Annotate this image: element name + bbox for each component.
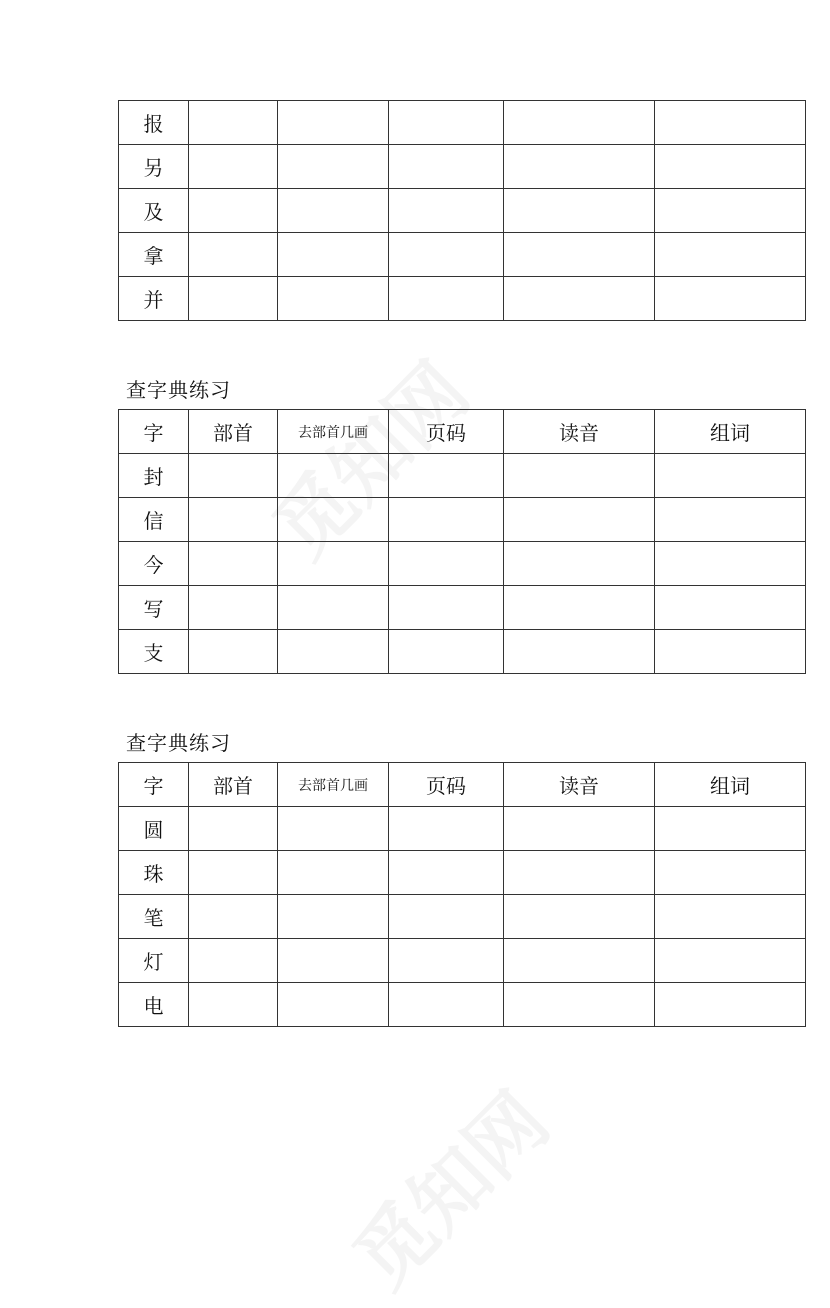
table-row <box>119 807 806 851</box>
answer-cell[interactable] <box>189 189 278 233</box>
watermark-bottom <box>325 1064 570 1308</box>
answer-cell[interactable] <box>504 586 655 630</box>
answer-cell[interactable] <box>389 498 504 542</box>
character-cell: 拿 <box>119 233 189 277</box>
answer-cell[interactable] <box>504 189 655 233</box>
column-header: 部首 <box>189 763 278 807</box>
table-row <box>119 498 806 542</box>
answer-cell[interactable] <box>504 454 655 498</box>
character-cell: 报 <box>119 101 189 145</box>
answer-cell[interactable] <box>655 233 806 277</box>
answer-cell[interactable] <box>389 454 504 498</box>
table-row <box>119 101 806 145</box>
dictionary-practice-table <box>118 762 806 1027</box>
section-title: 查字典练习 <box>126 731 231 755</box>
table-top-block <box>118 100 806 321</box>
answer-cell[interactable] <box>504 233 655 277</box>
answer-cell[interactable] <box>655 586 806 630</box>
answer-cell[interactable] <box>655 145 806 189</box>
answer-cell[interactable] <box>189 586 278 630</box>
character-cell: 支 <box>119 630 189 674</box>
character-cell: 另 <box>119 145 189 189</box>
table-row <box>119 189 806 233</box>
answer-cell[interactable] <box>504 101 655 145</box>
answer-cell[interactable] <box>504 498 655 542</box>
table-row <box>119 851 806 895</box>
answer-cell[interactable] <box>278 630 389 674</box>
answer-cell[interactable] <box>189 895 278 939</box>
table-header-row <box>119 410 806 454</box>
answer-cell[interactable] <box>504 542 655 586</box>
character-cell: 信 <box>119 498 189 542</box>
answer-cell[interactable] <box>189 542 278 586</box>
character-cell: 电 <box>119 983 189 1027</box>
table-row <box>119 983 806 1027</box>
answer-cell[interactable] <box>389 586 504 630</box>
column-header: 去部首几画 <box>278 410 389 454</box>
answer-cell[interactable] <box>655 939 806 983</box>
answer-cell[interactable] <box>189 101 278 145</box>
answer-cell[interactable] <box>655 101 806 145</box>
answer-cell[interactable] <box>504 807 655 851</box>
column-header: 读音 <box>504 763 655 807</box>
table-section2-block <box>118 409 806 674</box>
table-row <box>119 586 806 630</box>
answer-cell[interactable] <box>278 277 389 321</box>
table-row <box>119 454 806 498</box>
answer-cell[interactable] <box>504 939 655 983</box>
column-header: 组词 <box>655 763 806 807</box>
answer-cell[interactable] <box>278 851 389 895</box>
answer-cell[interactable] <box>504 895 655 939</box>
table-row <box>119 895 806 939</box>
answer-cell[interactable] <box>278 233 389 277</box>
answer-cell[interactable] <box>278 895 389 939</box>
table-row <box>119 145 806 189</box>
answer-cell[interactable] <box>278 101 389 145</box>
character-cell: 写 <box>119 586 189 630</box>
table-section3-block <box>118 762 806 1027</box>
answer-cell[interactable] <box>278 939 389 983</box>
answer-cell[interactable] <box>655 851 806 895</box>
column-header: 组词 <box>655 410 806 454</box>
character-cell: 灯 <box>119 939 189 983</box>
answer-cell[interactable] <box>655 189 806 233</box>
answer-cell[interactable] <box>389 939 504 983</box>
answer-cell[interactable] <box>504 145 655 189</box>
answer-cell[interactable] <box>189 851 278 895</box>
answer-cell[interactable] <box>278 145 389 189</box>
answer-cell[interactable] <box>389 542 504 586</box>
answer-cell[interactable] <box>189 983 278 1027</box>
answer-cell[interactable] <box>389 983 504 1027</box>
answer-cell[interactable] <box>655 630 806 674</box>
answer-cell[interactable] <box>655 277 806 321</box>
column-header: 去部首几画 <box>278 763 389 807</box>
answer-cell[interactable] <box>389 807 504 851</box>
answer-cell[interactable] <box>389 145 504 189</box>
table-row <box>119 542 806 586</box>
character-cell: 笔 <box>119 895 189 939</box>
answer-cell[interactable] <box>655 454 806 498</box>
answer-cell[interactable] <box>278 807 389 851</box>
answer-cell[interactable] <box>389 277 504 321</box>
answer-cell[interactable] <box>189 277 278 321</box>
table-header-row <box>119 763 806 807</box>
column-header: 字 <box>119 410 189 454</box>
answer-cell[interactable] <box>189 454 278 498</box>
answer-cell[interactable] <box>278 586 389 630</box>
table-row <box>119 233 806 277</box>
column-header: 页码 <box>389 410 504 454</box>
answer-cell[interactable] <box>504 851 655 895</box>
answer-cell[interactable] <box>189 498 278 542</box>
answer-cell[interactable] <box>389 630 504 674</box>
answer-cell[interactable] <box>389 189 504 233</box>
answer-cell[interactable] <box>189 630 278 674</box>
answer-cell[interactable] <box>278 498 389 542</box>
character-cell: 今 <box>119 542 189 586</box>
table-row <box>119 277 806 321</box>
dictionary-practice-table <box>118 409 806 674</box>
answer-cell[interactable] <box>278 454 389 498</box>
answer-cell[interactable] <box>389 233 504 277</box>
character-cell: 封 <box>119 454 189 498</box>
answer-cell[interactable] <box>389 851 504 895</box>
answer-cell[interactable] <box>189 233 278 277</box>
character-cell: 珠 <box>119 851 189 895</box>
answer-cell[interactable] <box>655 498 806 542</box>
answer-cell[interactable] <box>389 101 504 145</box>
answer-cell[interactable] <box>278 542 389 586</box>
table-row <box>119 630 806 674</box>
character-table-top <box>118 100 806 321</box>
answer-cell[interactable] <box>189 807 278 851</box>
column-header: 部首 <box>189 410 278 454</box>
answer-cell[interactable] <box>389 895 504 939</box>
answer-cell[interactable] <box>504 630 655 674</box>
answer-cell[interactable] <box>278 983 389 1027</box>
column-header: 字 <box>119 763 189 807</box>
answer-cell[interactable] <box>504 983 655 1027</box>
answer-cell[interactable] <box>655 983 806 1027</box>
answer-cell[interactable] <box>278 189 389 233</box>
answer-cell[interactable] <box>504 277 655 321</box>
answer-cell[interactable] <box>655 895 806 939</box>
answer-cell[interactable] <box>189 145 278 189</box>
character-cell: 圆 <box>119 807 189 851</box>
character-cell: 并 <box>119 277 189 321</box>
answer-cell[interactable] <box>655 542 806 586</box>
character-cell: 及 <box>119 189 189 233</box>
section-title: 查字典练习 <box>126 378 231 402</box>
column-header: 读音 <box>504 410 655 454</box>
column-header: 页码 <box>389 763 504 807</box>
answer-cell[interactable] <box>189 939 278 983</box>
table-row <box>119 939 806 983</box>
answer-cell[interactable] <box>655 807 806 851</box>
